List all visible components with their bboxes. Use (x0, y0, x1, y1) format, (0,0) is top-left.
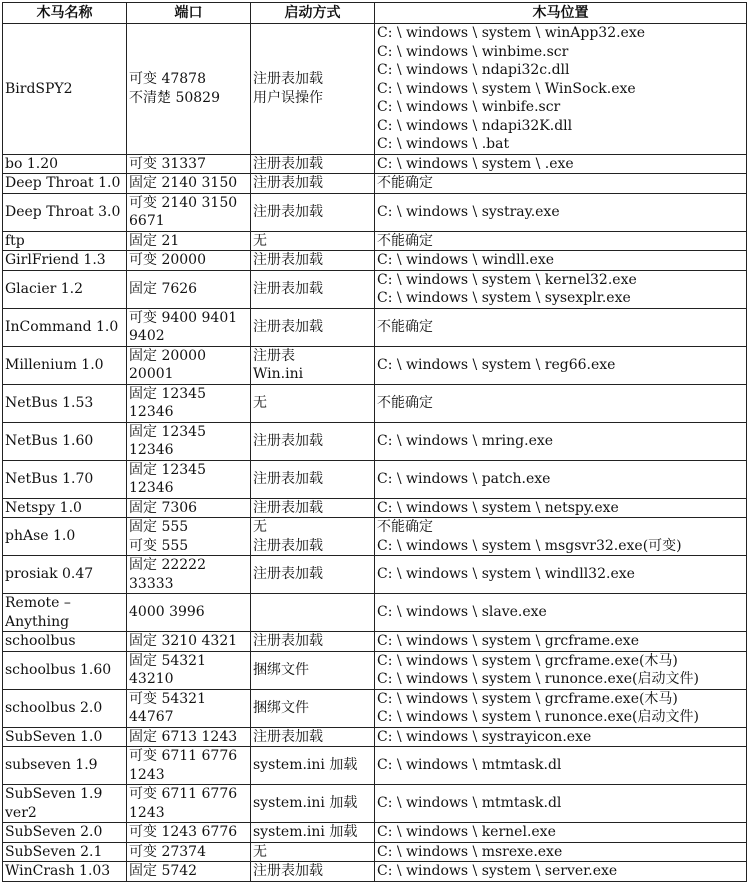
startup-method-cell-line: 注册表加载 (253, 252, 323, 268)
port-cell-line: 固定 7306 (129, 499, 198, 516)
trojan-name-cell-line: Deep Throat 1.0 (5, 175, 121, 191)
location-cell-line: C: \ windows \ systray.exe (377, 203, 560, 220)
port-cell-line: 43210 (129, 671, 174, 687)
port-cell-line: 固定 7626 (129, 280, 198, 297)
trojan-name-cell (3, 498, 127, 518)
port-cell-line: 可变 20000 (129, 252, 206, 268)
table-row (3, 498, 747, 518)
port-cell-line: 固定 555 (129, 519, 189, 535)
port-cell (127, 747, 251, 785)
location-cell-line: C: \ windows \ msrexe.exe (377, 843, 563, 860)
startup-method-cell-line (253, 603, 372, 622)
location-cell-line: 不能确定 (377, 175, 433, 191)
trojan-name-cell-line: prosiak 0.47 (5, 566, 94, 583)
startup-method-cell (251, 460, 375, 498)
port-cell-line: 可变 47878 (129, 71, 206, 88)
port-cell-line: 12346 (129, 404, 174, 420)
port-cell (127, 231, 251, 251)
trojan-name-cell (3, 460, 127, 498)
port-cell-line: 1243 (129, 766, 165, 783)
port-cell (127, 498, 251, 518)
startup-method-cell (251, 518, 375, 556)
startup-method-cell (251, 24, 375, 155)
trojan-name-cell-line: SubSeven 2.1 (5, 843, 103, 860)
startup-method-cell (251, 154, 375, 174)
trojan-name-cell (3, 594, 127, 632)
location-cell-line: C: \ windows \ mtmtask.dl (377, 795, 562, 812)
port-cell (127, 651, 251, 689)
trojan-name-cell-line: BirdSPY2 (5, 80, 73, 97)
startup-method-cell-line: 注册表加载 (253, 280, 323, 297)
header-row (3, 3, 747, 24)
trojan-name-cell-line: Millenium 1.0 (5, 356, 104, 373)
port-cell-line: 可变 54321 (129, 690, 206, 707)
table-row (3, 632, 747, 652)
table-row (3, 556, 747, 594)
port-cell (127, 632, 251, 652)
table-row (3, 231, 747, 251)
trojan-name-cell-line: bo 1.20 (5, 155, 59, 172)
location-cell-line: C: \ windows \ winbime.scr (377, 43, 569, 60)
trojan-name-cell-line: schoolbus 1.60 (5, 661, 112, 678)
table-row (3, 24, 747, 155)
startup-method-cell-line: 捆绑文件 (253, 661, 309, 678)
port-cell-line: 9402 (129, 328, 165, 344)
startup-method-cell (251, 842, 375, 862)
port-cell-line: 4000 3996 (129, 604, 205, 621)
trojan-name-cell (3, 747, 127, 785)
port-cell (127, 251, 251, 271)
startup-method-cell (251, 556, 375, 594)
location-cell (375, 727, 747, 747)
port-cell-line: 固定 5742 (129, 863, 198, 879)
startup-method-cell-line: 注册表加载 (253, 318, 323, 335)
trojan-name-cell-line: ftp (5, 232, 25, 249)
port-cell (127, 422, 251, 460)
port-cell (127, 785, 251, 823)
startup-method-cell (251, 231, 375, 251)
startup-method-cell-line: 注册表加载 (253, 499, 323, 516)
location-cell-line: C: \ windows \ system \ grcframe.exe(木马) (377, 652, 678, 669)
port-cell (127, 727, 251, 747)
trojan-name-cell-line: InCommand 1.0 (5, 318, 119, 335)
trojan-name-cell (3, 518, 127, 556)
location-cell-line: C: \ windows \ system \ reg66.exe (377, 356, 616, 373)
port-cell-line: 33333 (129, 575, 174, 592)
trojan-name-cell (3, 785, 127, 823)
port-cell (127, 270, 251, 308)
location-cell-line: C: \ windows \ system \ .exe (377, 155, 574, 172)
header-port: 端口 (127, 3, 251, 24)
trojan-name-cell (3, 823, 127, 843)
startup-method-cell (251, 174, 375, 194)
startup-method-cell (251, 651, 375, 689)
location-cell-line: C: \ windows \ slave.exe (377, 604, 547, 621)
trojan-name-cell-line: Deep Throat 3.0 (5, 203, 121, 220)
port-cell-line: 不清楚 50829 (129, 89, 220, 106)
location-cell (375, 862, 747, 882)
location-cell-line: C: \ windows \ system \ grcframe.exe (377, 633, 639, 649)
port-cell-line: 固定 6713 1243 (129, 728, 238, 745)
startup-method-cell (251, 422, 375, 460)
table-row (3, 308, 747, 346)
startup-method-cell-line: 注册表 (253, 347, 295, 364)
table-row (3, 251, 747, 271)
trojan-name-cell-line: WinCrash 1.03 (5, 863, 111, 879)
port-cell-line: 固定 12345 (129, 461, 206, 478)
startup-method-cell (251, 308, 375, 346)
startup-method-cell (251, 632, 375, 652)
table-header (3, 3, 747, 24)
location-cell (375, 174, 747, 194)
location-cell (375, 24, 747, 155)
trojan-name-cell-line: NetBus 1.70 (5, 470, 94, 487)
location-cell (375, 498, 747, 518)
location-cell-line: C: \ windows \ systrayicon.exe (377, 728, 592, 745)
location-cell-line: C: \ windows \ system \ runonce.exe(启动文件) (377, 671, 699, 687)
location-cell (375, 518, 747, 556)
startup-method-cell (251, 747, 375, 785)
trojan-name-cell-line: Remote – Anything (5, 595, 71, 630)
trojan-name-cell (3, 632, 127, 652)
startup-method-cell (251, 270, 375, 308)
startup-method-cell-line: 注册表加载 (253, 155, 323, 172)
trojan-name-cell-line: schoolbus 2.0 (5, 699, 103, 716)
table-row (3, 270, 747, 308)
trojan-name-cell (3, 727, 127, 747)
location-cell (375, 231, 747, 251)
trojan-name-cell-line: SubSeven 1.9 ver2 (5, 786, 103, 821)
port-cell (127, 842, 251, 862)
startup-method-cell-line: 注册表加载 (253, 175, 323, 191)
port-cell-line: 可变 27374 (129, 843, 206, 860)
trojan-name-cell-line: NetBus 1.60 (5, 432, 94, 449)
port-cell-line: 固定 12345 (129, 423, 206, 440)
startup-method-cell (251, 823, 375, 843)
trojan-port-table (2, 2, 747, 882)
location-cell (375, 422, 747, 460)
startup-method-cell-line: 无 (253, 394, 267, 411)
location-cell-line: C: \ windows \ ndapi32c.dll (377, 62, 570, 78)
location-cell-line: C: \ windows \ system \ sysexplr.exe (377, 290, 631, 306)
table-row (3, 862, 747, 882)
port-cell-line: 可变 6711 6776 (129, 748, 238, 764)
location-cell-line: 不能确定 (377, 232, 433, 249)
port-cell-line: 12346 (129, 480, 174, 496)
port-cell (127, 154, 251, 174)
port-cell-line: 固定 22222 (129, 557, 206, 573)
startup-method-cell-line: Win.ini (253, 366, 304, 382)
port-cell (127, 518, 251, 556)
table-row (3, 154, 747, 174)
location-cell-line: C: \ windows \ system \ winApp32.exe (377, 25, 646, 41)
location-cell-line: C: \ windows \ patch.exe (377, 470, 551, 487)
location-cell (375, 651, 747, 689)
port-cell-line: 固定 54321 (129, 652, 206, 669)
location-cell-line: C: \ windows \ system \ server.exe (377, 863, 618, 879)
startup-method-cell-line: system.ini 加载 (253, 795, 358, 812)
trojan-name-cell (3, 193, 127, 231)
table-row (3, 594, 747, 632)
location-cell (375, 556, 747, 594)
startup-method-cell (251, 498, 375, 518)
location-cell-line: 不能确定 (377, 318, 433, 335)
port-cell (127, 24, 251, 155)
trojan-name-cell-line: SubSeven 2.0 (5, 824, 103, 840)
location-cell-line: C: \ windows \ system \ kernel32.exe (377, 271, 637, 288)
port-cell-line: 1243 (129, 804, 165, 821)
table-row (3, 384, 747, 422)
startup-method-cell (251, 594, 375, 632)
trojan-name-cell (3, 346, 127, 384)
port-cell-line: 6671 (129, 213, 165, 229)
trojan-name-cell (3, 556, 127, 594)
table-row (3, 785, 747, 823)
port-cell-line: 44767 (129, 709, 174, 725)
startup-method-cell-line: 无 (253, 843, 267, 860)
location-cell-line: C: \ windows \ winbife.scr (377, 99, 561, 115)
trojan-name-cell-line: subseven 1.9 (5, 757, 98, 774)
startup-method-cell-line: 注册表加载 (253, 71, 323, 88)
port-cell-line: 固定 21 (129, 232, 180, 249)
port-cell-line: 12346 (129, 442, 174, 458)
header-trojan-location: 木马位置 (375, 3, 747, 24)
startup-method-cell (251, 193, 375, 231)
trojan-name-cell (3, 24, 127, 155)
location-cell (375, 785, 747, 823)
location-cell (375, 632, 747, 652)
location-cell (375, 689, 747, 727)
trojan-name-cell (3, 422, 127, 460)
startup-method-cell (251, 251, 375, 271)
trojan-name-cell (3, 154, 127, 174)
port-cell (127, 346, 251, 384)
trojan-name-cell (3, 384, 127, 422)
trojan-name-cell (3, 308, 127, 346)
table-row (3, 727, 747, 747)
port-cell-line: 固定 12345 (129, 385, 206, 402)
port-cell-line: 固定 2140 3150 (129, 175, 238, 191)
table-row (3, 346, 747, 384)
startup-method-cell-line: 注册表加载 (253, 863, 323, 879)
startup-method-cell-line: 无 (253, 232, 267, 249)
trojan-name-cell-line: SubSeven 1.0 (5, 728, 103, 745)
startup-method-cell-line: 注册表加载 (253, 432, 323, 449)
port-cell-line: 固定 3210 4321 (129, 633, 238, 649)
port-cell-line: 可变 2140 3150 (129, 194, 238, 211)
startup-method-cell-line: 注册表加载 (253, 537, 323, 554)
trojan-name-cell-line: Glacier 1.2 (5, 280, 84, 297)
startup-method-cell (251, 785, 375, 823)
startup-method-cell-line: 注册表加载 (253, 203, 323, 220)
port-cell-line: 可变 31337 (129, 155, 206, 172)
table-row (3, 689, 747, 727)
table-row (3, 842, 747, 862)
port-cell (127, 174, 251, 194)
trojan-name-cell (3, 689, 127, 727)
trojan-name-cell (3, 251, 127, 271)
startup-method-cell (251, 689, 375, 727)
port-cell (127, 308, 251, 346)
location-cell (375, 384, 747, 422)
header-trojan-name: 木马名称 (3, 3, 127, 24)
location-cell-line: C: \ windows \ kernel.exe (377, 824, 556, 840)
trojan-name-cell (3, 174, 127, 194)
location-cell (375, 308, 747, 346)
location-cell-line: C: \ windows \ mtmtask.dl (377, 757, 562, 774)
startup-method-cell-line: 捆绑文件 (253, 699, 309, 716)
port-cell (127, 689, 251, 727)
port-cell-line: 固定 20000 (129, 347, 206, 364)
location-cell (375, 346, 747, 384)
location-cell-line: C: \ windows \ windll.exe (377, 252, 555, 268)
location-cell-line: C: \ windows \ .bat (377, 136, 510, 152)
table-row (3, 174, 747, 194)
location-cell (375, 460, 747, 498)
table-row (3, 460, 747, 498)
trojan-name-cell-line: schoolbus (5, 633, 76, 649)
location-cell (375, 154, 747, 174)
table-row (3, 747, 747, 785)
location-cell-line: C: \ windows \ mring.exe (377, 432, 554, 449)
startup-method-cell (251, 727, 375, 747)
location-cell-line: C: \ windows \ system \ runonce.exe(启动文件) (377, 709, 699, 725)
table-row (3, 422, 747, 460)
startup-method-cell-line: 注册表加载 (253, 633, 323, 649)
location-cell-line: C: \ windows \ system \ grcframe.exe(木马) (377, 690, 678, 707)
location-cell (375, 842, 747, 862)
trojan-name-cell (3, 231, 127, 251)
header-startup-method: 启动方式 (251, 3, 375, 24)
trojan-name-cell (3, 862, 127, 882)
port-cell (127, 460, 251, 498)
location-cell (375, 193, 747, 231)
trojan-name-cell (3, 842, 127, 862)
location-cell (375, 823, 747, 843)
location-cell-line: 不能确定 (377, 519, 433, 535)
port-cell-line: 可变 6711 6776 (129, 786, 238, 802)
location-cell (375, 594, 747, 632)
location-cell-line: 不能确定 (377, 394, 433, 411)
startup-method-cell-line: 注册表加载 (253, 728, 323, 745)
location-cell-line: C: \ windows \ system \ WinSock.exe (377, 80, 636, 97)
location-cell (375, 747, 747, 785)
startup-method-cell-line: 无 (253, 519, 267, 535)
port-cell (127, 862, 251, 882)
trojan-name-cell (3, 270, 127, 308)
port-cell (127, 384, 251, 422)
port-cell (127, 193, 251, 231)
trojan-port-table-wrapper (2, 2, 748, 882)
location-cell-line: C: \ windows \ system \ msgsvr32.exe(可变) (377, 537, 682, 554)
port-cell (127, 594, 251, 632)
port-cell-line: 可变 9400 9401 (129, 309, 238, 326)
startup-method-cell (251, 346, 375, 384)
location-cell-line: C: \ windows \ system \ windll32.exe (377, 566, 635, 583)
trojan-name-cell-line: GirlFriend 1.3 (5, 252, 106, 268)
table-row (3, 518, 747, 556)
port-cell-line: 可变 555 (129, 537, 189, 554)
port-cell (127, 556, 251, 594)
port-cell (127, 823, 251, 843)
trojan-name-cell-line: phAse 1.0 (5, 528, 76, 545)
startup-method-cell-line: 注册表加载 (253, 566, 323, 583)
trojan-name-cell-line: NetBus 1.53 (5, 394, 94, 411)
trojan-name-cell (3, 651, 127, 689)
table-row (3, 651, 747, 689)
port-cell-line: 可变 1243 6776 (129, 824, 238, 840)
startup-method-cell-line: system.ini 加载 (253, 757, 358, 774)
table-body (3, 24, 747, 882)
startup-method-cell (251, 862, 375, 882)
location-cell (375, 251, 747, 271)
table-row (3, 823, 747, 843)
trojan-name-cell-line: Netspy 1.0 (5, 499, 82, 516)
startup-method-cell-line: 用户误操作 (253, 89, 323, 106)
port-cell-line: 20001 (129, 366, 174, 382)
location-cell-line: C: \ windows \ ndapi32K.dll (377, 117, 573, 134)
startup-method-cell (251, 384, 375, 422)
startup-method-cell-line: system.ini 加载 (253, 824, 358, 840)
startup-method-cell-line: 注册表加载 (253, 470, 323, 487)
location-cell-line: C: \ windows \ system \ netspy.exe (377, 499, 619, 516)
location-cell (375, 270, 747, 308)
table-row (3, 193, 747, 231)
